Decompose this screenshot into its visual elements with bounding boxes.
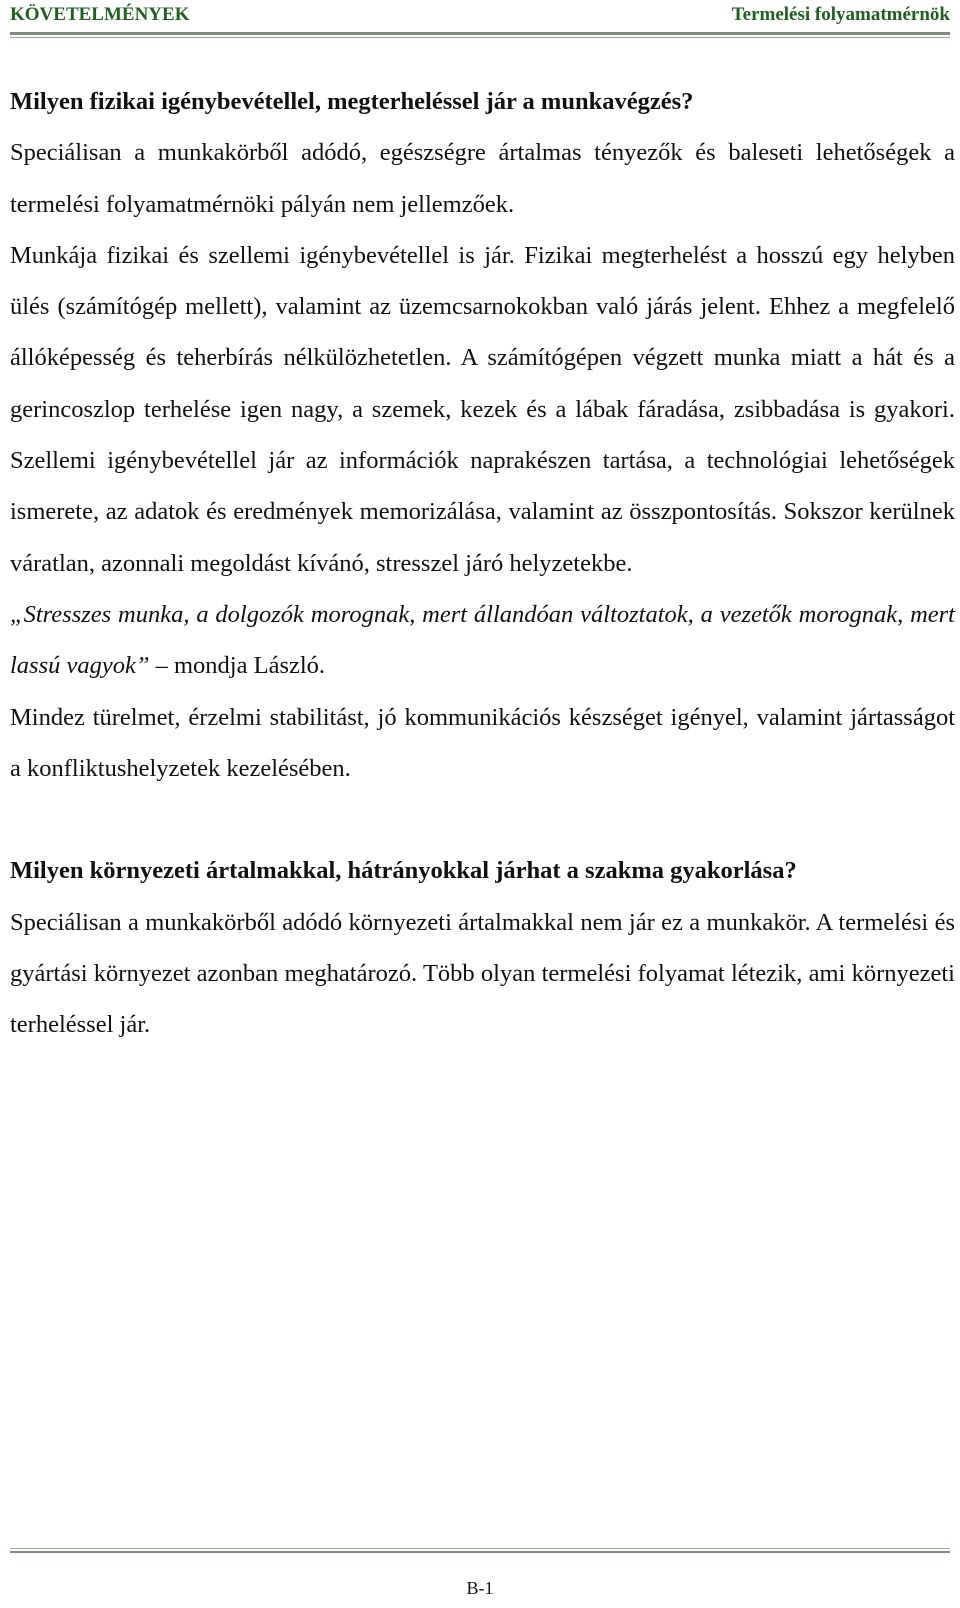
section1-paragraph-3: Mindez türelmet, érzelmi stabilitást, jó kommunikációs készséget igényel, valamint jártasságot a konfliktushelyzetek kezelésében. — [10, 703, 955, 782]
section1-heading: Milyen fizikai igénybevétellel, megterheléssel jár a munkavégzés? — [10, 88, 694, 115]
header-rule — [10, 32, 950, 35]
section1-paragraph-2: Munkája fizikai és szellemi igénybevétellel is jár. Fizikai megterhelést a hosszú egy helyben ülés (számítógép mellett), valamint az üzemcsarnokokban való járás jelent. Ehhez a megfelelő állóképesség és teherbírás nélkülözhetetlen. A számítógépen végzett munka miatt a hát és a gerincoszlop terhelése igen nagy, a szemek, kezek és a lábak fáradása, zsibbadása is gyakori. Szellemi igénybevétellel jár az információk naprakészen tartása, a technológiai lehetőségek ismerete, az adatok és eredmények memorizálása, valamint az összpontosítás. Sokszor kerülnek váratlan, azonnali megoldást kívánó, stresszel járó helyzetekbe. — [10, 241, 955, 577]
header-rule-thin — [10, 37, 950, 38]
footer-rule-thin — [10, 1548, 950, 1549]
page-number: B-1 — [466, 1578, 494, 1598]
footer-rule — [10, 1551, 950, 1553]
section2-heading: Milyen környezeti ártalmakkal, hátrányokkal járhat a szakma gyakorlása? — [10, 857, 797, 885]
header-right-title: Termelési folyamatmérnök — [731, 4, 950, 25]
section1-quote-paragraph — [10, 589, 955, 692]
document-body — [10, 76, 955, 1051]
section-spacer — [10, 794, 955, 845]
section2-paragraph-1: Speciálisan a munkakörből adódó környezeti ártalmakkal nem jár ez a munkakör. A termelési és gyártási környezet azonban meghatározó. Több olyan termelési folyamat létezik, ami környezeti terheléssel jár. — [10, 908, 955, 1039]
section1-paragraph-1: Speciálisan a munkakörből adódó, egészségre ártalmas tényezők és baleseti lehetőségek a termelési folyamatmérnöki pályán nem jellemzőek. — [10, 139, 955, 218]
quote-attribution: – mondja László. — [149, 652, 326, 680]
header-left-title: KÖVETELMÉNYEK — [10, 4, 190, 25]
quote-text: „Stresszes munka, a dolgozók morognak, mert állandóan változtatok, a vezetők morognak, mert lassú vagyok” — [10, 600, 955, 680]
